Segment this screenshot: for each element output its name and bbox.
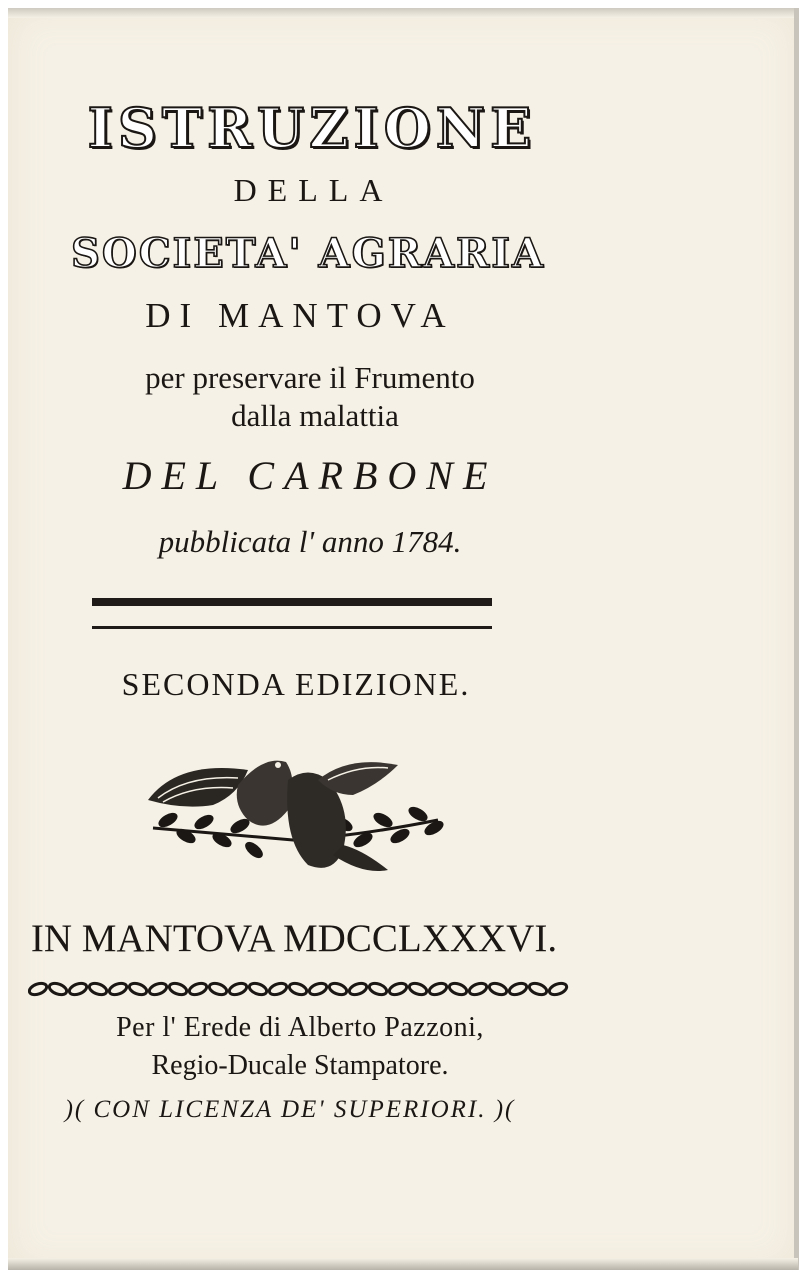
doves-olive-branch-icon xyxy=(138,740,448,890)
chain-link xyxy=(328,981,348,997)
chain-link xyxy=(168,981,188,997)
chain-border-icon xyxy=(28,977,572,1001)
chain-link xyxy=(28,981,48,997)
page-bottom-edge xyxy=(8,1258,798,1270)
chain-link xyxy=(368,981,388,997)
title-disease: DEL CARBONE xyxy=(122,453,498,498)
title-istruzione: ISTRUZIONE xyxy=(87,96,537,160)
printer-title: Regio-Ducale Stampatore. xyxy=(151,1050,449,1081)
imprint-place-year: IN MANTOVA MDCCLXXXVI. xyxy=(30,917,558,960)
title-city: DI MANTOVA xyxy=(145,296,455,335)
chain-link xyxy=(548,981,568,997)
chain-link xyxy=(68,981,88,997)
chain-link xyxy=(528,981,548,997)
page-top-edge xyxy=(8,8,798,18)
subtitle-line-2: dalla malattia xyxy=(231,398,399,433)
chain-link xyxy=(348,981,368,997)
chain-link xyxy=(288,981,308,997)
license-statement: )( CON LICENZA DE' SUPERIORI. )( xyxy=(64,1096,516,1123)
edition-statement: SECONDA EDIZIONE. xyxy=(121,666,471,702)
chain-link xyxy=(48,981,68,997)
chain-link xyxy=(448,981,468,997)
chain-link xyxy=(108,981,128,997)
subtitle-line-1: per preservare il Frumento xyxy=(145,360,475,395)
chain-link xyxy=(268,981,288,997)
chain-link xyxy=(468,981,488,997)
chain-link xyxy=(228,981,248,997)
title-della: DELLA xyxy=(233,172,394,208)
chain-link xyxy=(208,981,228,997)
chain-link xyxy=(508,981,528,997)
chain-link xyxy=(128,981,148,997)
printer-line: Per l' Erede di Alberto Pazzoni, xyxy=(116,1012,484,1043)
title-society: SOCIETA' AGRARIA xyxy=(70,230,545,277)
thick-rule xyxy=(92,598,492,606)
publication-note: pubblicata l' anno 1784. xyxy=(158,524,462,559)
thin-rule xyxy=(92,626,492,629)
chain-link xyxy=(148,981,168,997)
chain-link xyxy=(188,981,208,997)
chain-link xyxy=(88,981,108,997)
chain-link xyxy=(488,981,508,997)
chain-link xyxy=(248,981,268,997)
chain-link xyxy=(388,981,408,997)
chain-link xyxy=(308,981,328,997)
chain-link xyxy=(408,981,428,997)
chain-link xyxy=(428,981,448,997)
page-right-edge xyxy=(794,8,799,1270)
